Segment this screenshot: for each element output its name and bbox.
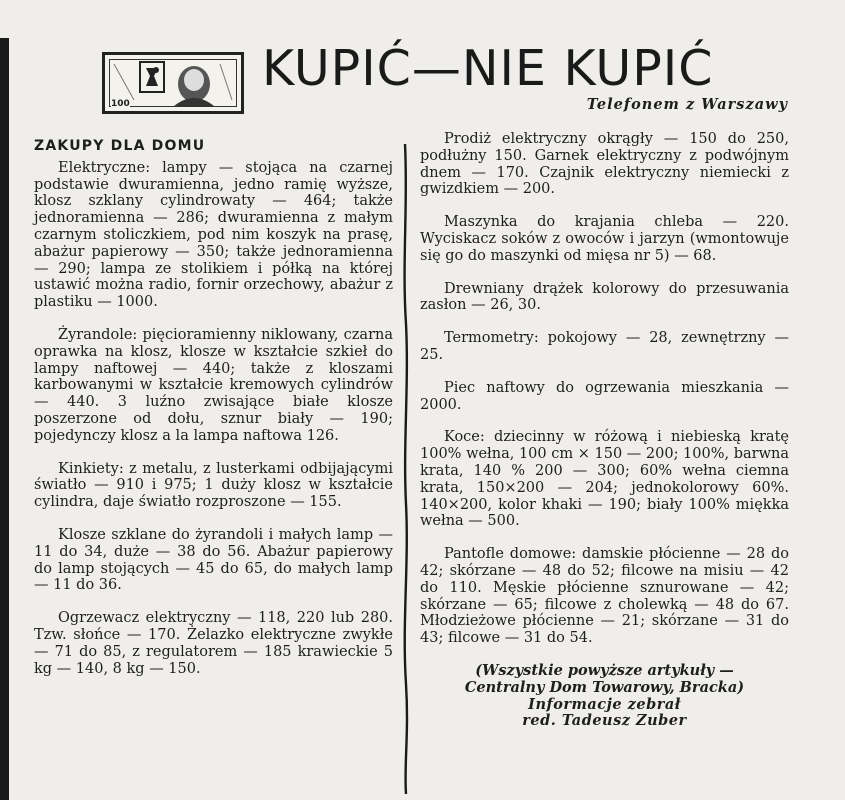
paragraph: Pantofle domowe: damskie płócienne — 28 do 42; skórzane — 48 do 52; filcowe na misiu — 42 do 110. Męskie płócienne sznurowane — 42; skórzane — 65; filcowe z cholewką — 48 do 67. Młodzieżowe płócienne — 21; skórzane — 31 do 43; filcowe — 31 do 54. [420, 546, 789, 647]
paragraph: Drewniany drążek kolorowy do przesuwania zasłon — 26, 30. [420, 280, 789, 314]
source-note: Centralny Dom Towarowy, Bracka) [464, 678, 745, 696]
paragraph: Koce: dziecinny w różową i niebieską kratę 100% wełna, 100 cm × 150 — 200; 100%, barwna krata, 140 % 200 — 300; 60% wełna ciemna krata, 150×200 — 204; jednokolorowy 60%. 140×200, kolor khaki — 190; biały 100% miękka wełna — 500. [420, 429, 789, 530]
article-title: KUPIĆ—NIE KUPIĆ [262, 40, 714, 97]
right-column [420, 131, 789, 730]
byline: Telefonem z Warszawy [586, 96, 788, 113]
credit-line: Informacje zebrał [528, 695, 681, 713]
paragraph: Elektryczne: lampy — stojąca na czarnej podstawie dwuramienna, jedno ramię wyższe, klosz szklany cylindrowaty — 464; także jednoramienna — 286; dwuramienna z małym czarnym stoliczkiem, pod nim koszyk na prasę, abażur papierowy — 350; także jednoramienna — 290; lampa ze stolikiem i półką na której ustawić można radio, fornir orzechowy, abażur z plastiku — 1000. [34, 159, 393, 311]
page-edge-bar [0, 38, 9, 800]
paragraph: Ogrzewacz elektryczny — 118, 220 lub 280. Tzw. słońce — 170. Żelazko elektryczne zwykłe — 71 do 85, z regulatorem — 185 krawieckie 5 kg — 140, 8 kg — 150. [34, 610, 393, 677]
paragraph: Kinkiety: z metalu, z lusterkami odbijającymi światło — 910 i 975; 1 duży klosz w kształcie cylindra, daje światło rozproszone — 155. [34, 460, 393, 511]
stamp-illustration [102, 52, 244, 114]
stamp-value: 100 [111, 99, 130, 109]
source-note: (Wszystkie powyższe artykuły — [475, 661, 734, 679]
paragraph: Prodiż elektryczny okrągły — 150 do 250, podłużny 150. Garnek elektryczny z podwójnym dnem — 170. Czajnik elektryczny niemiecki z gwizdkiem — 200. [420, 131, 789, 198]
section-heading: ZAKUPY DLA DOMU [34, 138, 206, 154]
paragraph: Maszynka do krajania chleba — 220. Wyciskacz soków z owoców i jarzyn (wmontowuje się go do maszynki od mięsa nr 5) — 68. [420, 214, 789, 264]
paragraph: Termometry: pokojowy — 28, zewnętrzny — 25. [420, 330, 789, 363]
author-name: red. Tadeusz Zuber [522, 712, 687, 730]
column-divider [400, 144, 410, 794]
left-column [34, 138, 393, 693]
paragraph: Żyrandole: pięcioramienny niklowany, czarna oprawka na klosz, klosze w kształcie szkieł do lampy naftowej — 440; także z kloszami karbowanymi w kształcie kremowych cylindrów — 440. 3 luźno zwisające białe klosze poszerzone od dołu, sznur biały — 190; pojedynczy klosz a la lampa naftowa 126. [34, 326, 393, 444]
paragraph: Klosze szklane do żyrandoli i małych lamp — 11 do 34, duże — 38 do 56. Abażur papierowy do lamp stojących — 45 do 65, do małych lamp — 11 do 36. [34, 526, 393, 594]
paragraph: Piec naftowy do ogrzewania mieszkania — 2000. [420, 379, 789, 413]
